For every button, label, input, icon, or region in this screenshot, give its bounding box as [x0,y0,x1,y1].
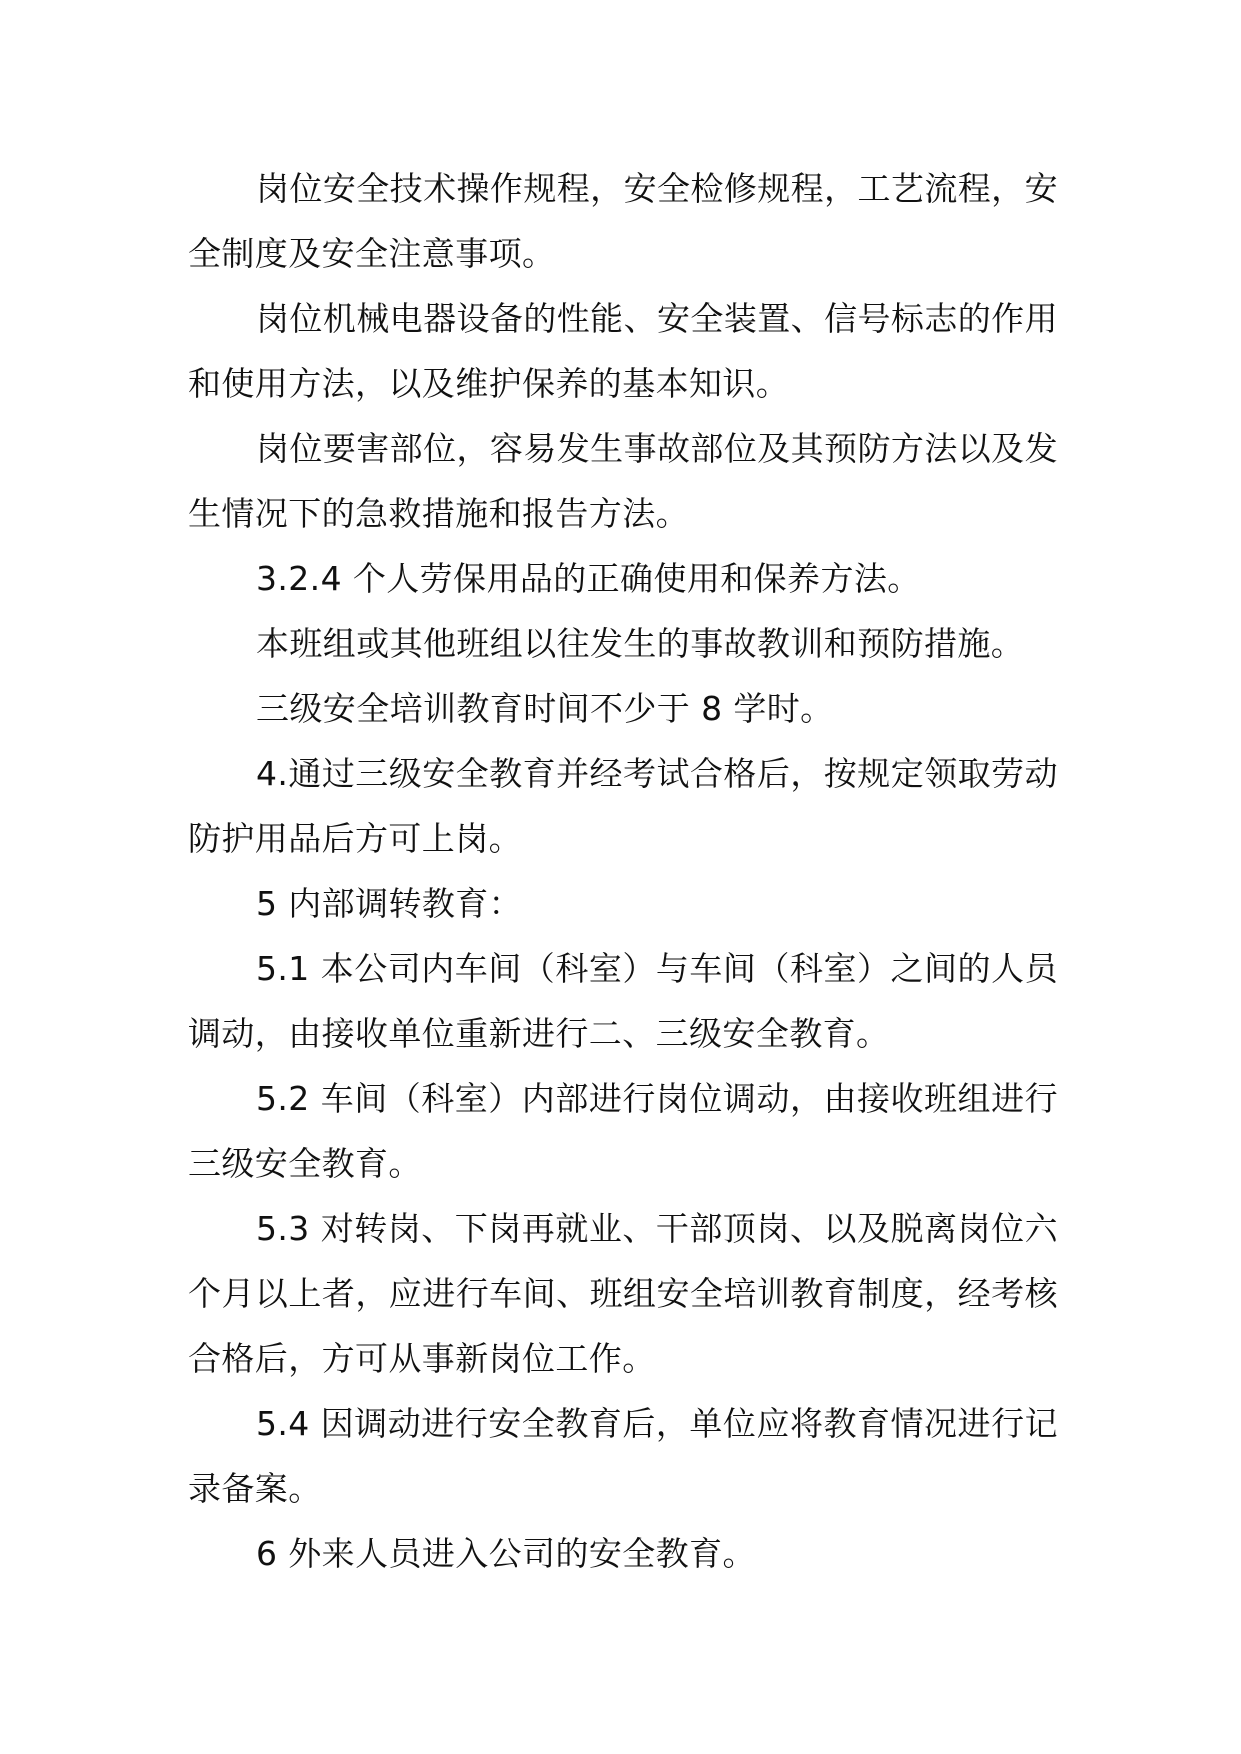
paragraph-post-safety-rules: 岗位安全技术操作规程，安全检修规程，工艺流程，安全制度及安全注意事项。 [188,169,1058,273]
paragraph-5-2-intra-department: 5.2 车间（科室）内部进行岗位调动，由接收班组进行三级安全教育。 [188,1079,1058,1183]
paragraph-5-4-records: 5.4 因调动进行安全教育后，单位应将教育情况进行记录备案。 [188,1404,1058,1508]
paragraph-4-exam-and-ppe: 4.通过三级安全教育并经考试合格后，按规定领取劳动防护用品后方可上岗。 [188,754,1058,858]
paragraph-6-visitors: 6 外来人员进入公司的安全教育。 [256,1534,756,1573]
paragraph-3-2-4-protective-equipment: 3.2.4 个人劳保用品的正确使用和保养方法。 [256,559,921,598]
paragraph-5-internal-transfer-heading: 5 内部调转教育： [256,884,523,923]
paragraph-past-accident-lessons: 本班组或其他班组以往发生的事故教训和预防措施。 [256,624,1025,663]
paragraph-5-3-reassignment: 5.3 对转岗、下岗再就业、干部顶岗、以及脱离岗位六个月以上者，应进行车间、班组安全培训教育制度，经考核合格后，方可从事新岗位工作。 [188,1209,1058,1378]
paragraph-5-1-inter-department: 5.1 本公司内车间（科室）与车间（科室）之间的人员调动，由接收单位重新进行二、三级安全教育。 [188,949,1058,1053]
document-body [188,156,1058,1586]
paragraph-training-hours: 三级安全培训教育时间不少于 8 学时。 [256,689,834,728]
paragraph-equipment-knowledge: 岗位机械电器设备的性能、安全装置、信号标志的作用和使用方法，以及维护保养的基本知识。 [188,299,1058,403]
paragraph-hazard-locations: 岗位要害部位，容易发生事故部位及其预防方法以及发生情况下的急救措施和报告方法。 [188,429,1058,533]
